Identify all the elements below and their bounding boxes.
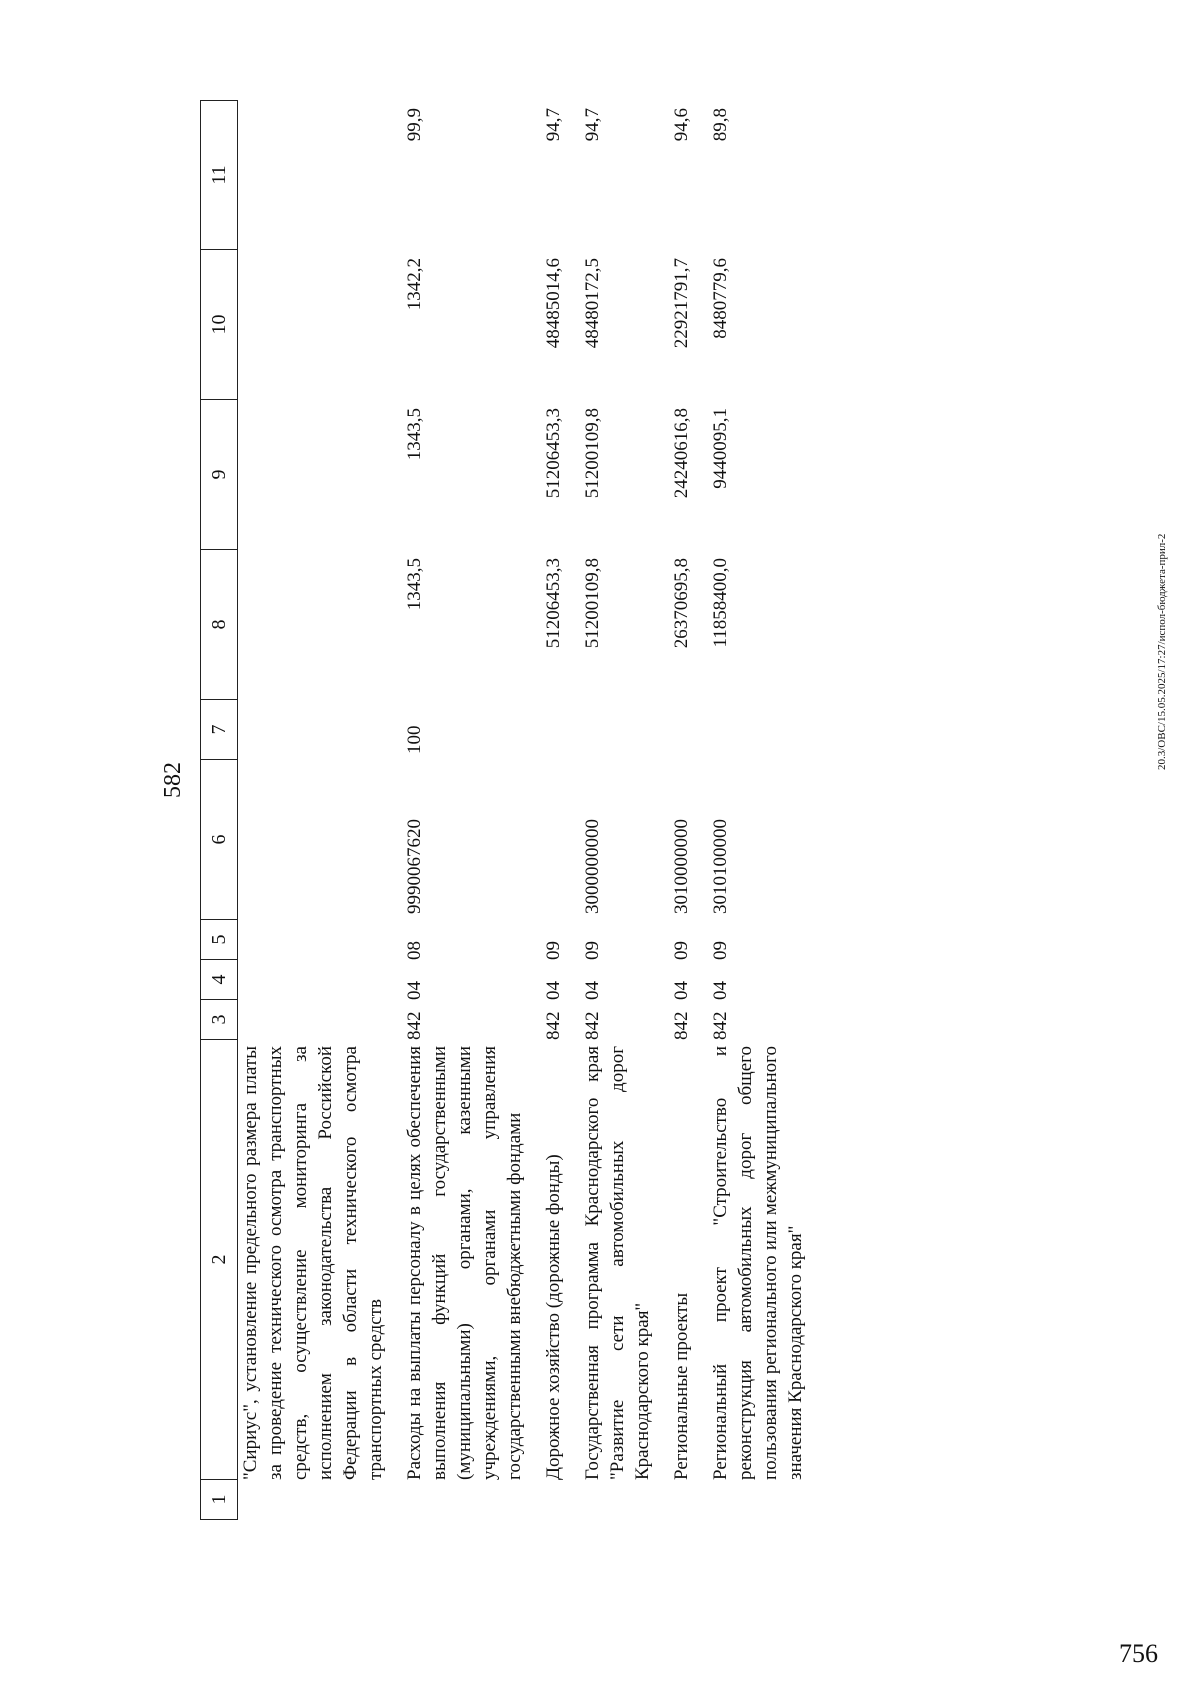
- cell-c6: 3010100000: [710, 819, 731, 914]
- header-col-4: 4: [200, 960, 238, 1000]
- cell-c3: [238, 1000, 388, 1040]
- cell-c5: 09: [710, 941, 731, 960]
- table-row: [669, 100, 694, 1520]
- cell-c4: 04: [671, 981, 692, 1000]
- header-col-2: 2: [200, 1040, 238, 1480]
- cell-c10: 48485014,6: [543, 258, 564, 349]
- page-number-bottom: 756: [1119, 1639, 1158, 1668]
- cell-c9: 51206453,3: [543, 408, 564, 499]
- cell-c7: [541, 700, 566, 760]
- row-name: Государственная программа Краснодарского края "Развитие сети автомобильных дорог Краснодарского края": [582, 1046, 653, 1480]
- cell-c9: 1343,5: [404, 408, 425, 461]
- row-name: Расходы на выплаты персоналу в целях обеспечения выполнения функций государственными (муниципальными) органами, казенными учреждениями, органами управления государственными внебюджетными фондами: [404, 1046, 525, 1480]
- table-row: [708, 100, 808, 1520]
- footer-code-text: 20.3/ОВС/15.05.2025/17:27/испол-бюджета-прил-2: [1156, 533, 1168, 770]
- cell-c10: [238, 250, 388, 400]
- cell-c11: 99,9: [404, 108, 425, 142]
- cell-c5: 09: [582, 941, 603, 960]
- header-col-10: 10: [200, 250, 238, 400]
- cell-c11: [238, 100, 388, 250]
- table-header: [200, 100, 238, 1520]
- cell-c8: 51206453,3: [543, 558, 564, 649]
- rotated-document: [150, 40, 1070, 1520]
- row-name: "Сириус", установление предельного размера платы за проведение технического осмотра транспортных средств, осуществление мониторинга за исполнением законодательства Российской Федерации в области технического осмотра транспортных средств: [240, 1046, 386, 1480]
- cell-c10: 8480779,6: [710, 258, 731, 339]
- cell-c10: 1342,2: [404, 258, 425, 311]
- cell-c3: 842: [710, 1011, 731, 1040]
- cell-c9: 9440095,1: [710, 408, 731, 489]
- cell-c11: 89,8: [710, 108, 731, 142]
- cell-c7: [238, 700, 388, 760]
- cell-c11: 94,7: [582, 108, 603, 142]
- header-col-7: 7: [200, 700, 238, 760]
- cell-c5: 08: [404, 941, 425, 960]
- cell-c3: 842: [671, 1011, 692, 1040]
- cell-c5: [238, 920, 388, 960]
- cell-c3: 842: [404, 1011, 425, 1040]
- header-col-11: 11: [200, 100, 238, 250]
- cell-c9: [238, 400, 388, 550]
- footer-code: [1156, 70, 1172, 770]
- cell-c10: 22921791,7: [671, 258, 692, 349]
- cell-c6: 3000000000: [582, 819, 603, 914]
- cell-c8: 26370695,8: [671, 558, 692, 649]
- cell-c8: 1343,5: [404, 558, 425, 611]
- cell-c4: 04: [710, 981, 731, 1000]
- header-col-8: 8: [200, 550, 238, 700]
- table-body: [238, 100, 822, 1520]
- cell-c3: 842: [582, 1011, 603, 1040]
- cell-c6: [541, 760, 566, 920]
- header-col-6: 6: [200, 760, 238, 920]
- cell-c7: 100: [404, 725, 425, 754]
- header-col-5: 5: [200, 920, 238, 960]
- cell-c7: [580, 700, 655, 760]
- header-col-3: 3: [200, 1000, 238, 1040]
- cell-c5: 09: [543, 941, 564, 960]
- cell-c4: 04: [582, 981, 603, 1000]
- cell-c4: 04: [404, 981, 425, 1000]
- cell-c6: [238, 760, 388, 920]
- cell-c9: 24240616,8: [671, 408, 692, 499]
- cell-c11: 94,7: [543, 108, 564, 142]
- cell-c8: 11858400,0: [710, 558, 731, 648]
- cell-c7: [669, 700, 694, 760]
- table-row: [580, 100, 655, 1520]
- cell-c6: 9990067620: [404, 819, 425, 914]
- cell-c6: 3010000000: [671, 819, 692, 914]
- table-row: [238, 100, 388, 1520]
- row-name: Региональные проекты: [671, 1292, 692, 1480]
- table-row: [402, 100, 527, 1520]
- cell-c7: [708, 700, 808, 760]
- cell-c8: 51200109,8: [582, 558, 603, 649]
- row-name: Региональный проект "Строительство и реконструкция автомобильных дорог общего пользования регионального или межмуниципального значения Краснодарского края": [710, 1046, 806, 1480]
- cell-c3: 842: [543, 1011, 564, 1040]
- page-number-top: 582: [160, 762, 186, 798]
- cell-c10: 48480172,5: [582, 258, 603, 349]
- table-row: [541, 100, 566, 1520]
- cell-c4: [238, 960, 388, 1000]
- header-col-1: 1: [200, 1480, 238, 1520]
- cell-c5: 09: [671, 941, 692, 960]
- row-name: Дорожное хозяйство (дорожные фонды): [543, 1154, 564, 1480]
- header-col-9: 9: [200, 400, 238, 550]
- cell-c4: 04: [543, 981, 564, 1000]
- cell-c8: [238, 550, 388, 700]
- cell-c9: 51200109,8: [582, 408, 603, 499]
- cell-c11: 94,6: [671, 108, 692, 142]
